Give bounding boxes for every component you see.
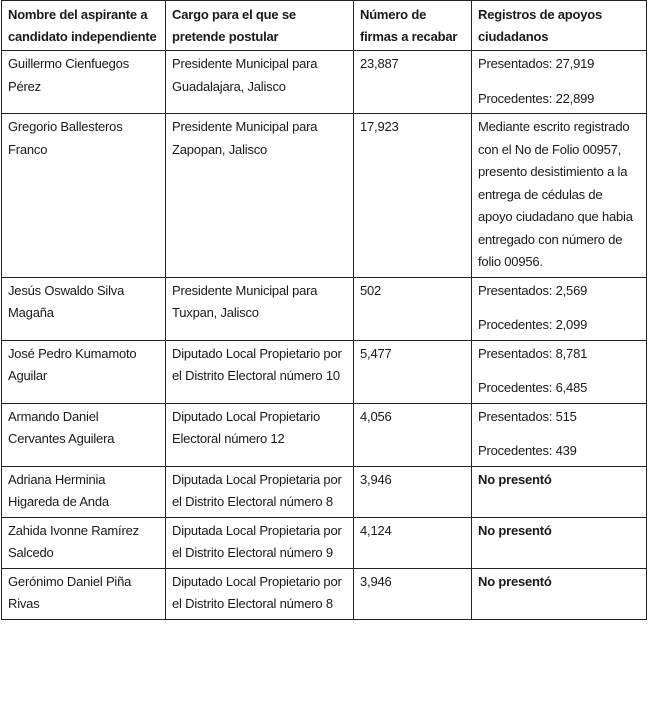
cell-registros bbox=[472, 403, 647, 466]
cell-firmas: 4,124 bbox=[354, 517, 472, 568]
registros-presentados: Presentados: 515 bbox=[478, 408, 577, 424]
header-firmas: Número de firmas a recabar bbox=[354, 1, 472, 51]
cell-name: Gerónimo Daniel Piña Rivas bbox=[2, 568, 166, 619]
cell-name: Guillermo Cienfuegos Pérez bbox=[2, 51, 166, 114]
cell-registros: No presentó bbox=[472, 517, 647, 568]
cell-cargo: Diputada Local Propietaria por el Distrito Electoral número 9 bbox=[166, 517, 354, 568]
header-row bbox=[2, 1, 647, 51]
cell-firmas: 502 bbox=[354, 277, 472, 340]
cell-name: Jesús Oswaldo Silva Magaña bbox=[2, 277, 166, 340]
cell-registros: No presentó bbox=[472, 568, 647, 619]
cell-name: Gregorio Ballesteros Franco bbox=[2, 114, 166, 278]
registros-presentados: Presentados: 8,781 bbox=[478, 345, 588, 361]
table-row bbox=[2, 51, 647, 114]
registros-procedentes: Procedentes: 439 bbox=[478, 443, 577, 458]
table-row bbox=[2, 277, 647, 340]
cell-cargo: Diputada Local Propietaria por el Distrito Electoral número 8 bbox=[166, 466, 354, 517]
cell-cargo: Presidente Municipal para Tuxpan, Jalisco bbox=[166, 277, 354, 340]
cell-name: Adriana Herminia Higareda de Anda bbox=[2, 466, 166, 517]
cell-name: José Pedro Kumamoto Aguilar bbox=[2, 340, 166, 403]
registros-procedentes: Procedentes: 22,899 bbox=[478, 90, 595, 106]
table-row bbox=[2, 568, 647, 619]
cell-registros bbox=[472, 340, 647, 403]
cell-firmas: 3,946 bbox=[354, 568, 472, 619]
cell-cargo: Presidente Municipal para Guadalajara, Jalisco bbox=[166, 51, 354, 114]
table-row bbox=[2, 340, 647, 403]
cell-firmas: 5,477 bbox=[354, 340, 472, 403]
registros-procedentes: Procedentes: 6,485 bbox=[478, 380, 588, 395]
table-row bbox=[2, 517, 647, 568]
header-cargo: Cargo para el que se pretende postular bbox=[166, 1, 354, 51]
cell-registros bbox=[472, 51, 647, 114]
cell-firmas: 17,923 bbox=[354, 114, 472, 278]
cell-name: Zahida Ivonne Ramírez Salcedo bbox=[2, 517, 166, 568]
cell-cargo: Diputado Local Propietario por el Distrito Electoral número 10 bbox=[166, 340, 354, 403]
table-row bbox=[2, 466, 647, 517]
cell-registros: Mediante escrito registrado con el No de Folio 00957, presento desistimiento a la entrega de cédulas de apoyo ciudadano que habia entregado con número de folio 00956. bbox=[472, 114, 647, 278]
table-row bbox=[2, 114, 647, 278]
registros-presentados: Presentados: 2,569 bbox=[478, 282, 588, 298]
cell-registros: No presentó bbox=[472, 466, 647, 517]
cell-firmas: 23,887 bbox=[354, 51, 472, 114]
cell-name: Armando Daniel Cervantes Aguilera bbox=[2, 403, 166, 466]
candidates-table bbox=[1, 0, 647, 620]
registros-presentados: Presentados: 27,919 bbox=[478, 56, 595, 71]
cell-cargo: Diputado Local Propietario por el Distrito Electoral número 8 bbox=[166, 568, 354, 619]
header-name: Nombre del aspirante a candidato independiente bbox=[2, 1, 166, 51]
cell-cargo: Presidente Municipal para Zapopan, Jalisco bbox=[166, 114, 354, 278]
header-registros: Registros de apoyos ciudadanos bbox=[472, 1, 647, 51]
cell-cargo: Diputado Local Propietario Electoral número 12 bbox=[166, 403, 354, 466]
registros-procedentes: Procedentes: 2,099 bbox=[478, 317, 588, 332]
cell-firmas: 3,946 bbox=[354, 466, 472, 517]
table-row bbox=[2, 403, 647, 466]
cell-registros bbox=[472, 277, 647, 340]
cell-firmas: 4,056 bbox=[354, 403, 472, 466]
